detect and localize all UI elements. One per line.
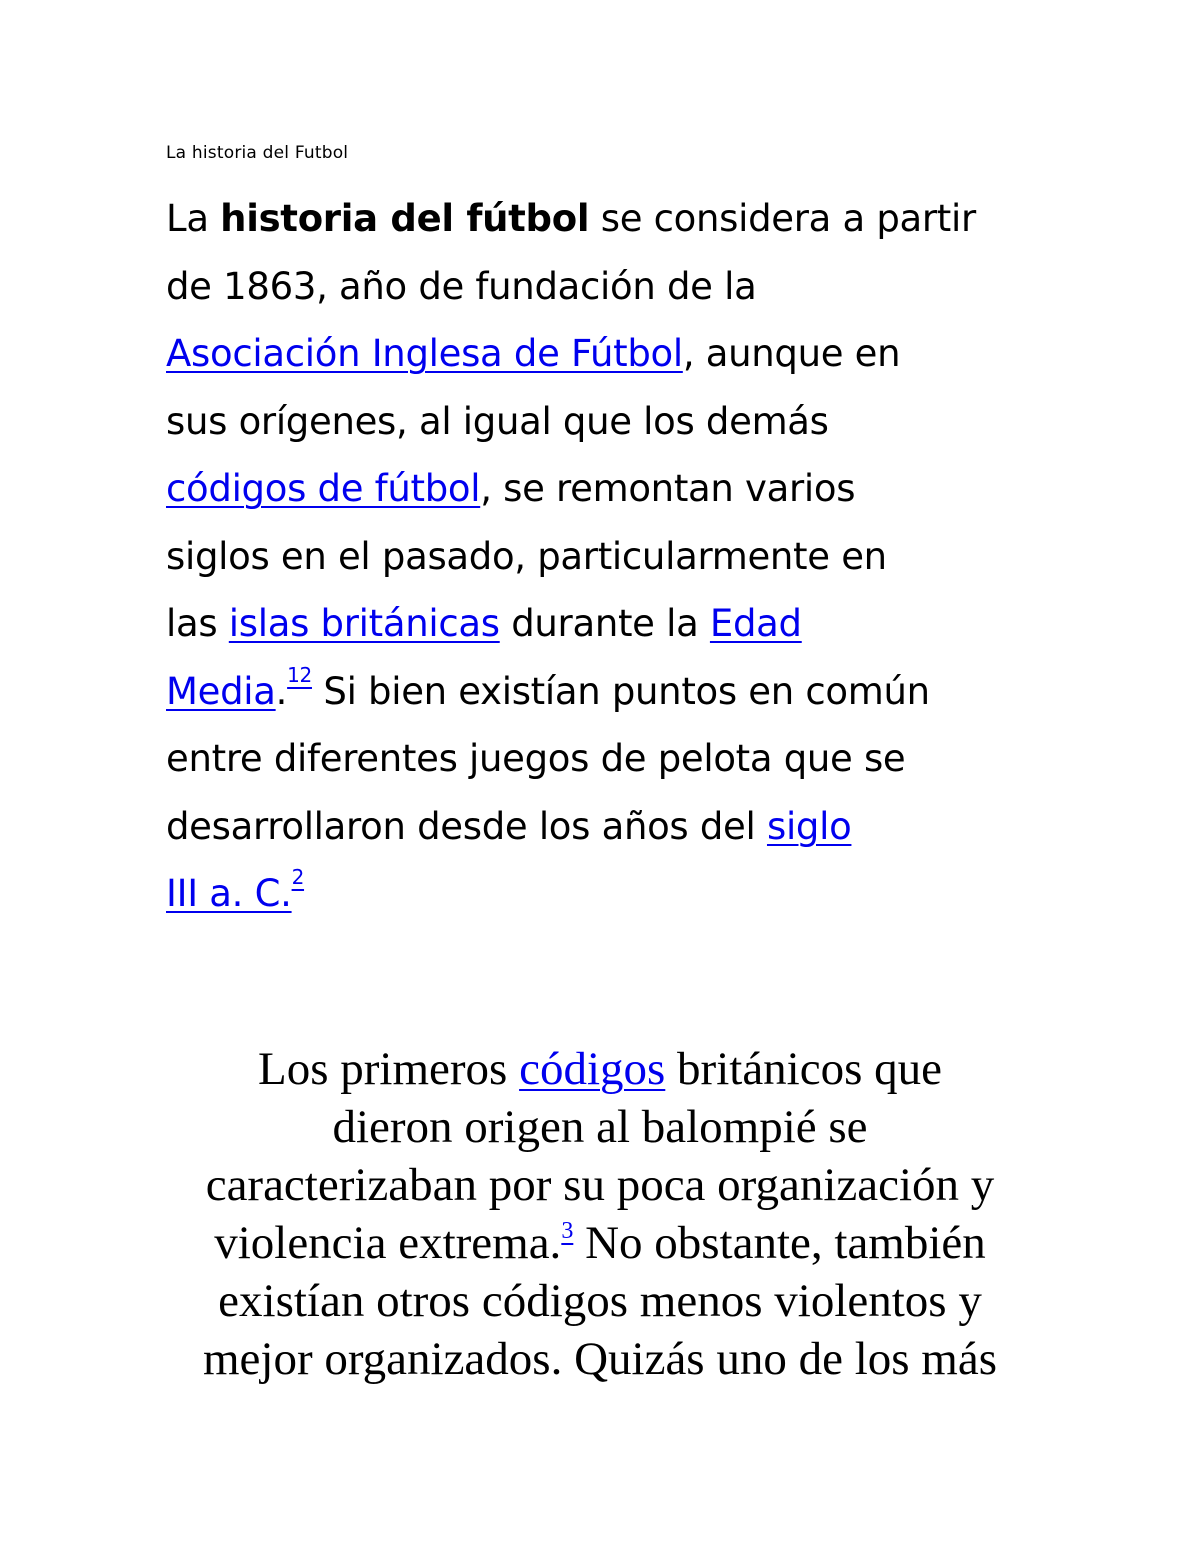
text-line [166, 658, 1046, 726]
link-edad-media[interactable]: Edad [709, 602, 802, 645]
text-line [166, 185, 1046, 253]
bold-term: historia del fútbol [220, 197, 590, 240]
text-run: La [166, 197, 221, 240]
link-codigos[interactable]: códigos [519, 1043, 666, 1095]
text-run: , se remontan varios [480, 467, 856, 510]
link-codigos-de-futbol[interactable]: códigos de fútbol [166, 467, 481, 510]
text-line: siglos en el pasado, particularmente en [166, 534, 887, 578]
text-run: desarrollaron desde los años del [166, 804, 767, 848]
text-run: las [166, 602, 229, 645]
link-asociacion-inglesa[interactable]: Asociación Inglesa de Fútbol [166, 332, 683, 375]
document-title: La historia del Futbol [166, 143, 349, 163]
text-line [166, 793, 1046, 861]
link-siglo-iii-cont[interactable]: III a. C. [166, 872, 292, 915]
text-line: sus orígenes, al igual que los demás [166, 399, 829, 443]
text-line [130, 1040, 1070, 1098]
footnote-ref-12[interactable]: 12 [287, 662, 312, 687]
text-run: . [275, 669, 288, 713]
text-line [166, 860, 1046, 928]
text-line [130, 1214, 1070, 1272]
text-run: durante la [499, 602, 710, 645]
footnote-ref-3[interactable]: 3 [561, 1218, 574, 1244]
text-line: mejor organizados. Quizás uno de los más [202, 1333, 998, 1385]
text-line: existían otros códigos menos violentos y [218, 1275, 982, 1327]
paragraph-codigos [130, 1040, 1070, 1388]
text-line [166, 455, 1046, 523]
text-line: de 1863, año de fundación de la [166, 264, 757, 308]
text-run: británicos que [665, 1043, 942, 1095]
text-line: entre diferentes juegos de pelota que se [166, 737, 906, 780]
text-run: Si bien existían puntos en común [311, 669, 930, 713]
link-islas-britanicas[interactable]: islas británicas [228, 602, 500, 645]
text-run: No obstante, también [573, 1217, 986, 1269]
text-run: violencia extrema. [214, 1217, 562, 1269]
link-siglo-iii[interactable]: siglo [766, 804, 852, 848]
text-line [166, 590, 1046, 658]
text-run: Los primeros [258, 1043, 520, 1095]
footnote-ref-2[interactable]: 2 [291, 865, 305, 889]
text-line [166, 320, 1046, 388]
paragraph-intro [166, 185, 1046, 928]
text-line: caracterizaban por su poca organización y [205, 1159, 995, 1211]
text-line: dieron origen al balompié se [332, 1101, 868, 1153]
text-run: se considera a partir [589, 197, 976, 240]
text-run: , aunque en [682, 332, 901, 375]
link-edad-media-cont[interactable]: Media [166, 669, 276, 713]
